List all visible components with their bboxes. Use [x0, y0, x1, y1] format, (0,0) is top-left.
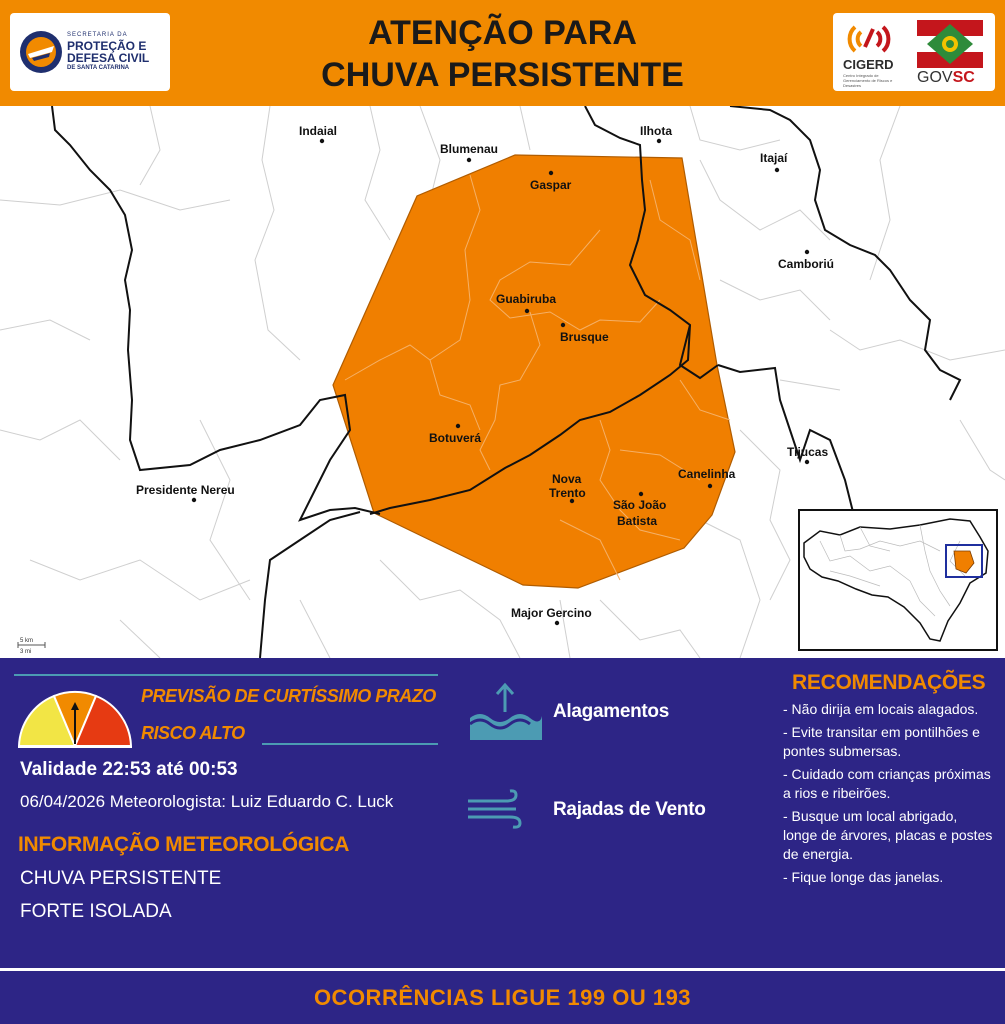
- alert-map: [0, 106, 1005, 658]
- page-title: [200, 12, 805, 96]
- city-dot-brusque: [561, 323, 565, 327]
- recommendation-item: - Não dirija em locais alagados.: [783, 701, 979, 717]
- cigerd-signal-icon: [847, 21, 891, 55]
- inset-locator-map: [798, 509, 998, 651]
- scale-mi: 3 mi: [20, 649, 32, 655]
- gov-suffix: SC: [952, 69, 975, 86]
- city-label-ilhota: Ilhota: [640, 124, 672, 138]
- hazard-wind-label: Rajadas de Vento: [553, 799, 706, 820]
- gov-prefix: GOV: [917, 69, 953, 86]
- city-label-blumenau: Blumenau: [440, 142, 499, 156]
- defesa-civil-logo: [10, 13, 170, 91]
- scale-bar: [18, 638, 45, 655]
- city-dot-indaial: [320, 139, 324, 143]
- city-dot-sao-joao: [639, 492, 643, 496]
- logo-line-1: PROTEÇÃO E: [67, 39, 147, 53]
- city-label-botuvera: Botuverá: [429, 431, 482, 445]
- city-dot-guabiruba: [525, 309, 529, 313]
- emergency-phone-text: OCORRÊNCIAS LIGUE 199 OU 193: [313, 985, 692, 1010]
- recommendation-item: - Fique longe das janelas.: [783, 869, 944, 885]
- cigerd-govsc-logo: [833, 13, 995, 91]
- city-dot-itajai: [775, 168, 779, 172]
- info-panel: [0, 658, 1005, 968]
- city-label-presidente-nereu: Presidente Nereu: [136, 483, 235, 497]
- city-dot-major-gercino: [555, 621, 559, 625]
- recommendation-item: - Evite transitar em pontilhões e pontes submersas.: [783, 724, 980, 759]
- inset-map-svg: [800, 511, 996, 649]
- hazard-flood-label: Alagamentos: [553, 701, 670, 722]
- city-label-canelinha: Canelinha: [678, 467, 736, 481]
- city-label-major-gercino: Major Gercino: [511, 606, 592, 620]
- title-line-2: CHUVA PERSISTENTE: [321, 56, 684, 94]
- city-dot-blumenau: [467, 158, 471, 162]
- govsc-text: [917, 69, 975, 87]
- cigerd-subtitle: Centro Integrado de Gerenciamento de Riscos e Desastres: [843, 73, 893, 88]
- logo-line-2: DEFESA CIVIL: [67, 51, 150, 65]
- city-label-itajai: Itajaí: [760, 151, 788, 165]
- scale-km: 5 km: [20, 638, 34, 644]
- city-label-gaspar: Gaspar: [530, 178, 572, 192]
- santa-catarina-flag-icon: [917, 20, 983, 68]
- recommendation-item: - Busque um local abrigado, longe de árvores, placas e postes de energia.: [783, 808, 993, 862]
- wind-icon: [466, 789, 524, 829]
- city-label-brusque: Brusque: [560, 330, 609, 344]
- footer: [0, 968, 1005, 1024]
- city-dot-canelinha: [708, 484, 712, 488]
- logo-line-3: DE SANTA CATARINA: [67, 65, 130, 71]
- risk-level-label: RISCO ALTO: [141, 723, 245, 743]
- recommendation-item: - Cuidado com crianças próximas a rios e ribeirões.: [783, 766, 991, 801]
- forecast-meta: 06/04/2026 Meteorologista: Luiz Eduardo C. Luck: [20, 792, 394, 811]
- risk-gauge-icon: [14, 684, 136, 748]
- city-label-sao-joao: São João: [613, 498, 667, 512]
- city-label-guabiruba: Guabiruba: [496, 292, 557, 306]
- info-item: FORTE ISOLADA: [20, 901, 172, 922]
- flood-icon: [468, 680, 542, 742]
- info-title: INFORMAÇÃO METEOROLÓGICA: [18, 833, 350, 856]
- city-dot-botuvera: [456, 424, 460, 428]
- city-dot-ilhota: [657, 139, 661, 143]
- city-dot-gaspar: [549, 171, 553, 175]
- info-item: CHUVA PERSISTENTE: [20, 868, 222, 889]
- city-label-trento: Trento: [549, 486, 586, 500]
- city-label-tijucas: Tijucas: [787, 445, 829, 459]
- city-label-camboriu: Camboriú: [778, 257, 835, 271]
- forecast-title: PREVISÃO DE CURTÍSSIMO PRAZO: [141, 686, 436, 706]
- forecast-divider-top: [14, 674, 438, 676]
- city-dot-tijucas: [805, 460, 809, 464]
- defesa-civil-emblem-icon: [18, 29, 64, 75]
- header: [0, 0, 1005, 106]
- logo-line-0: SECRETARIA DA: [67, 32, 128, 38]
- cigerd-text: CIGERD: [843, 57, 894, 72]
- city-label-nova: Nova: [552, 472, 582, 486]
- recommendations-list: [783, 700, 993, 891]
- city-dot-presidente-nereu: [192, 498, 196, 502]
- city-label-indaial: Indaial: [299, 124, 338, 138]
- forecast-divider-mid: [262, 743, 438, 745]
- city-dot-camboriu: [805, 250, 809, 254]
- validity-text: Validade 22:53 até 00:53: [20, 759, 238, 780]
- recommendations-title: RECOMENDAÇÕES: [792, 671, 986, 694]
- city-label-batista: Batista: [617, 514, 658, 528]
- title-line-1: ATENÇÃO PARA: [368, 14, 637, 52]
